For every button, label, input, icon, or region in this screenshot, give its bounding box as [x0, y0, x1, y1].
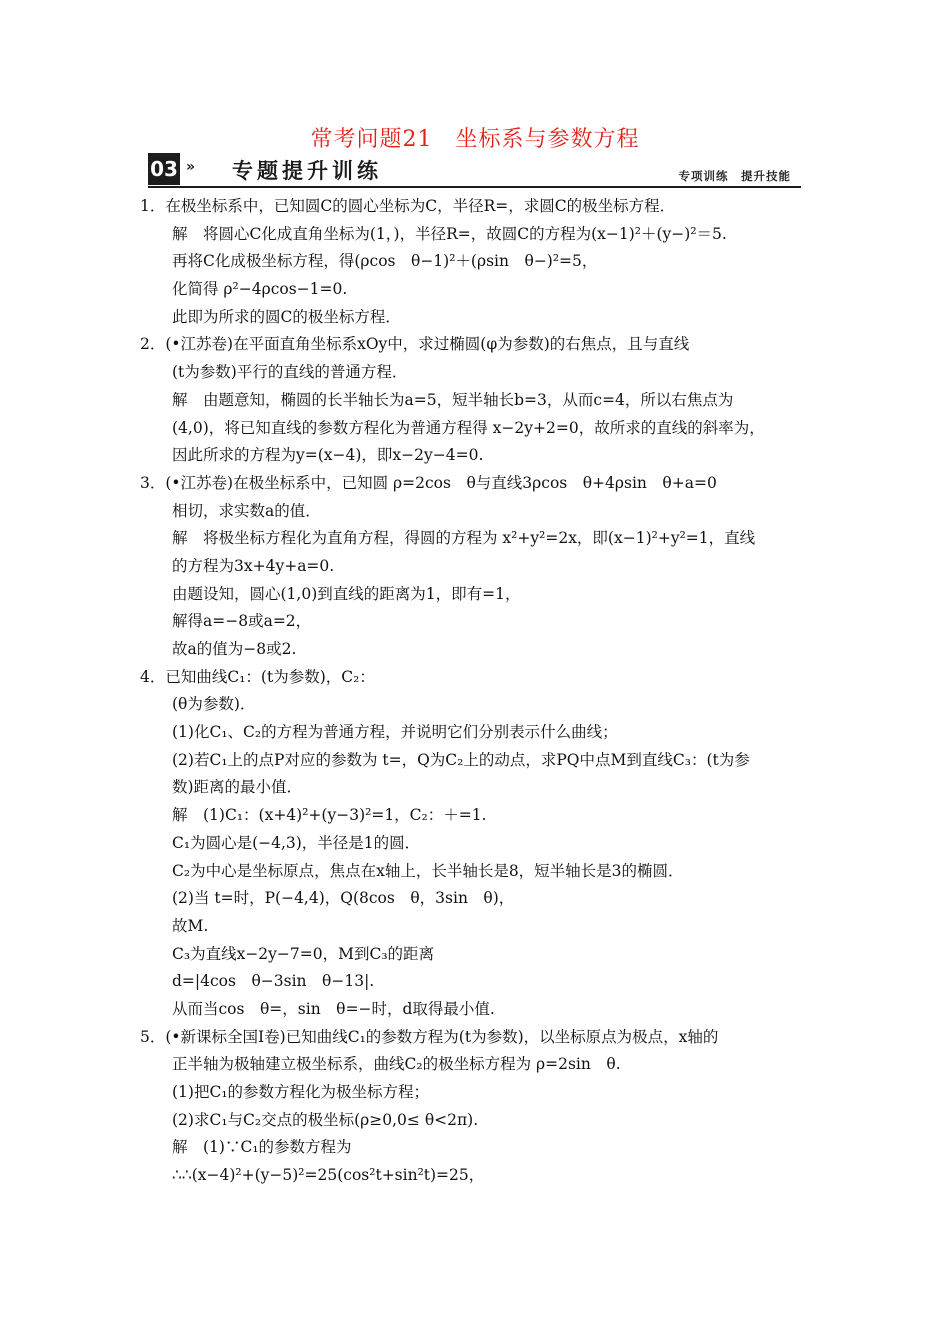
- text-line: 1．在极坐标系中，已知圆C的圆心坐标为C，半径R=，求圆C的极坐标方程．: [140, 197, 676, 215]
- text-line: 4．已知曲线C₁：(t为参数)，C₂：: [140, 667, 375, 686]
- text-line: ∴∴(x−4)²+(y−5)²=25(cos²t+sin²t)=25，: [172, 1166, 485, 1185]
- text-line: 的方程为3x+4y+a=0.: [172, 556, 335, 575]
- text-line: 化简得 ρ²−4ρcos−1=0.: [172, 280, 348, 299]
- text-line: 再将C化成极坐标方程，得(ρcos θ−1)²＋(ρsin θ−)²=5，: [172, 252, 598, 271]
- text-line: (1)化C₁、C₂的方程为普通方程，并说明它们分别表示什么曲线；: [172, 723, 618, 742]
- text-line: d=|4cos θ−3sin θ−13|.: [172, 972, 375, 991]
- text-line: 相切，求实数a的值．: [172, 501, 321, 520]
- text-line: (4,0)，将已知直线的参数方程化为普通方程得 x−2y+2=0，故所求的直线的斜率为，: [172, 418, 765, 437]
- text-line: C₂为中心是坐标原点，焦点在x轴上，长半轴长是8，短半轴长是3的椭圆．: [172, 861, 684, 880]
- text-line: 数)距离的最小值．: [172, 778, 303, 797]
- text-line: 2．(•江苏卷)在平面直角坐标系xOy中，求过椭圆(φ为参数)的右焦点，且与直线: [140, 335, 690, 354]
- text-line: 解 (1)∵C₁的参数方程为: [172, 1138, 352, 1157]
- text-line: (1)把C₁的参数方程化为极坐标方程；: [172, 1083, 430, 1101]
- banner-rule: [148, 186, 801, 188]
- text-line: (t为参数)平行的直线的普通方程．: [172, 363, 408, 382]
- text-line: 解 由题意知，椭圆的长半轴长为a=5，短半轴长b=3，从而c=4，所以右焦点为: [172, 390, 734, 409]
- text-line: (2)求C₁与C₂交点的极坐标(ρ≥0,0≤ θ<2π).: [172, 1110, 479, 1129]
- text-line: C₃为直线x−2y−7=0，M到C₃的距离: [172, 944, 435, 963]
- text-line: 解 将极坐标方程化为直角方程，得圆的方程为 x²+y²=2x，即(x−1)²+y²=1，直线: [172, 529, 756, 548]
- text-line: 解 将圆心C化成直角坐标为(1，)，半径R=，故圆C的方程为(x−1)²＋(y−)²＝5.: [172, 224, 727, 243]
- text-line: 5．(•新课标全国Ⅰ卷)已知曲线C₁的参数方程为(t为参数)，以坐标原点为极点，x轴的: [140, 1027, 719, 1046]
- section-title: 专题提升训练: [232, 159, 382, 183]
- text-line: 解得a=−8或a=2，: [172, 612, 312, 631]
- problem-list: [140, 193, 820, 1190]
- text-line: 故M.: [172, 916, 209, 935]
- text-line: 此即为所求的圆C的极坐标方程．: [172, 307, 401, 326]
- section-banner: [148, 153, 801, 187]
- text-line: 故a的值为−8或2.: [172, 640, 297, 658]
- chevron-icon: »: [186, 159, 196, 175]
- section-number-badge: 03: [148, 153, 180, 185]
- text-line: 由题设知，圆心(1,0)到直线的距离为1，即有=1，: [172, 584, 521, 603]
- text-line: 正半轴为极轴建立极坐标系，曲线C₂的极坐标方程为 ρ=2sin θ.: [172, 1055, 621, 1074]
- text-line: C₁为圆心是(−4,3)，半径是1的圆．: [172, 833, 421, 852]
- text-line: (2)当 t=时，P(−4,4)，Q(8cos θ，3sin θ)，: [172, 889, 515, 908]
- text-line: 从而当cos θ=，sin θ=−时，d取得最小值.: [172, 999, 495, 1018]
- page-title: 常考问题21 坐标系与参数方程: [310, 127, 640, 152]
- section-subtitle: 专项训练 提升技能: [678, 169, 791, 183]
- text-line: 解 (1)C₁：(x+4)²+(y−3)²=1，C₂：＋=1.: [172, 806, 487, 825]
- text-line: (2)若C₁上的点P对应的参数为 t=，Q为C₂上的动点，求PQ中点M到直线C₃：(t为参: [172, 750, 750, 769]
- text-line: 3．(•江苏卷)在极坐标系中，已知圆 ρ=2cos θ与直线3ρcos θ+4ρsin θ+a=0: [140, 473, 717, 492]
- text-line: (θ为参数)．: [172, 695, 256, 714]
- text-line: 因此所求的方程为y=(x−4)，即x−2y−4=0.: [172, 446, 484, 465]
